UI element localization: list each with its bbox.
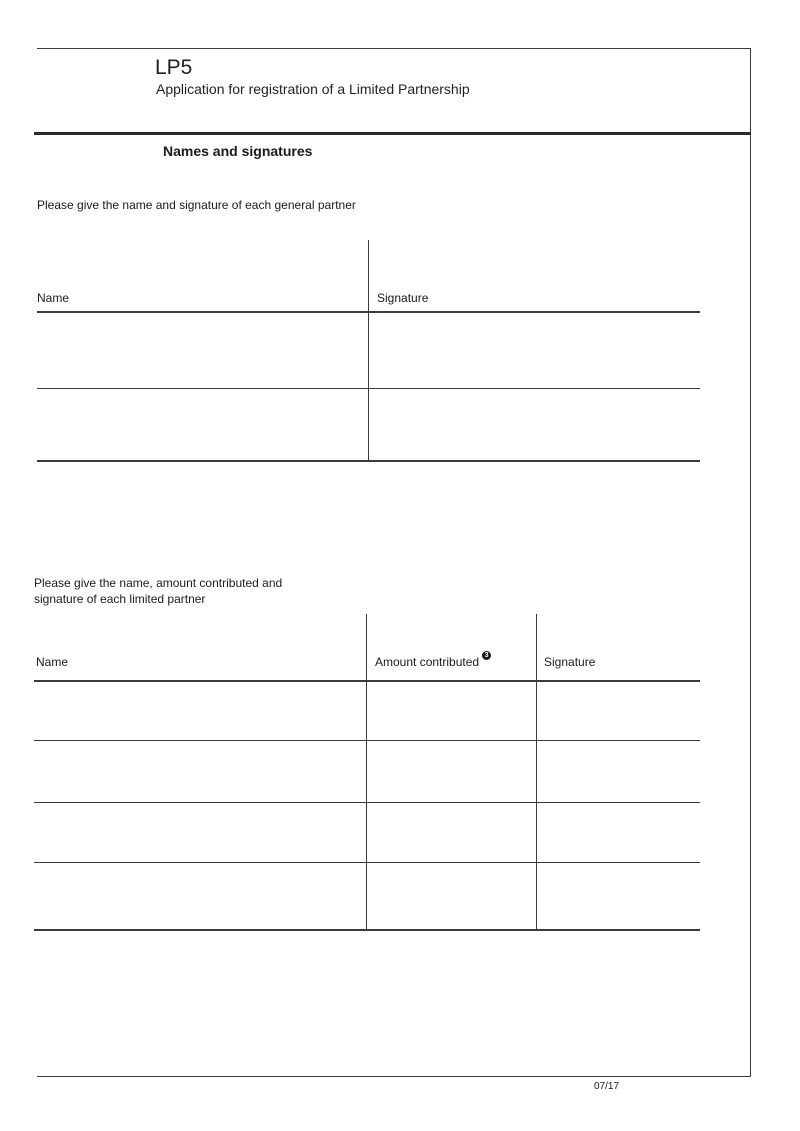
general-partner-2-name-field[interactable] bbox=[37, 389, 368, 460]
limited-partner-4-signature-field[interactable] bbox=[537, 863, 700, 929]
note-marker-icon: 3 bbox=[482, 651, 491, 660]
limited-amount-header-wrap bbox=[375, 652, 491, 669]
page-top-border bbox=[37, 48, 751, 49]
general-partner-instruction: Please give the name and signature of each general partner bbox=[37, 198, 356, 212]
general-signature-header: Signature bbox=[377, 291, 429, 305]
limited-partner-4-amount-field[interactable] bbox=[367, 863, 536, 929]
limited-partner-2-amount-field[interactable] bbox=[367, 741, 536, 802]
limited-partner-instruction-line2: signature of each limited partner bbox=[34, 592, 206, 606]
limited-partner-3-signature-field[interactable] bbox=[537, 803, 700, 862]
form-version: 07/17 bbox=[594, 1081, 620, 1092]
general-name-header: Name bbox=[37, 291, 70, 305]
limited-partner-3-amount-field[interactable] bbox=[367, 803, 536, 862]
limited-amount-header: Amount contributed bbox=[375, 655, 480, 669]
general-table-bottom-rule bbox=[37, 460, 700, 462]
limited-partner-2-signature-field[interactable] bbox=[537, 741, 700, 802]
form-code: LP5 bbox=[155, 56, 193, 79]
page-bottom-border bbox=[37, 1076, 751, 1077]
form-title: Application for registration of a Limited Partnership bbox=[156, 81, 470, 97]
page-right-border bbox=[750, 48, 751, 1077]
general-partner-2-signature-field[interactable] bbox=[369, 389, 700, 460]
header-divider bbox=[34, 132, 751, 135]
limited-table-bottom-rule bbox=[34, 929, 700, 931]
limited-partner-instruction-line1: Please give the name, amount contributed and bbox=[34, 576, 283, 590]
limited-partner-4-name-field[interactable] bbox=[34, 863, 366, 929]
limited-signature-header: Signature bbox=[544, 655, 596, 669]
limited-name-header: Name bbox=[36, 655, 69, 669]
limited-partner-3-name-field[interactable] bbox=[34, 803, 366, 862]
limited-partner-1-amount-field[interactable] bbox=[367, 682, 536, 740]
limited-partner-2-name-field[interactable] bbox=[34, 741, 366, 802]
general-partner-1-signature-field[interactable] bbox=[369, 313, 700, 388]
limited-partner-1-name-field[interactable] bbox=[34, 682, 366, 740]
limited-partner-1-signature-field[interactable] bbox=[537, 682, 700, 740]
general-partner-1-name-field[interactable] bbox=[37, 313, 368, 388]
section-heading: Names and signatures bbox=[163, 143, 313, 159]
